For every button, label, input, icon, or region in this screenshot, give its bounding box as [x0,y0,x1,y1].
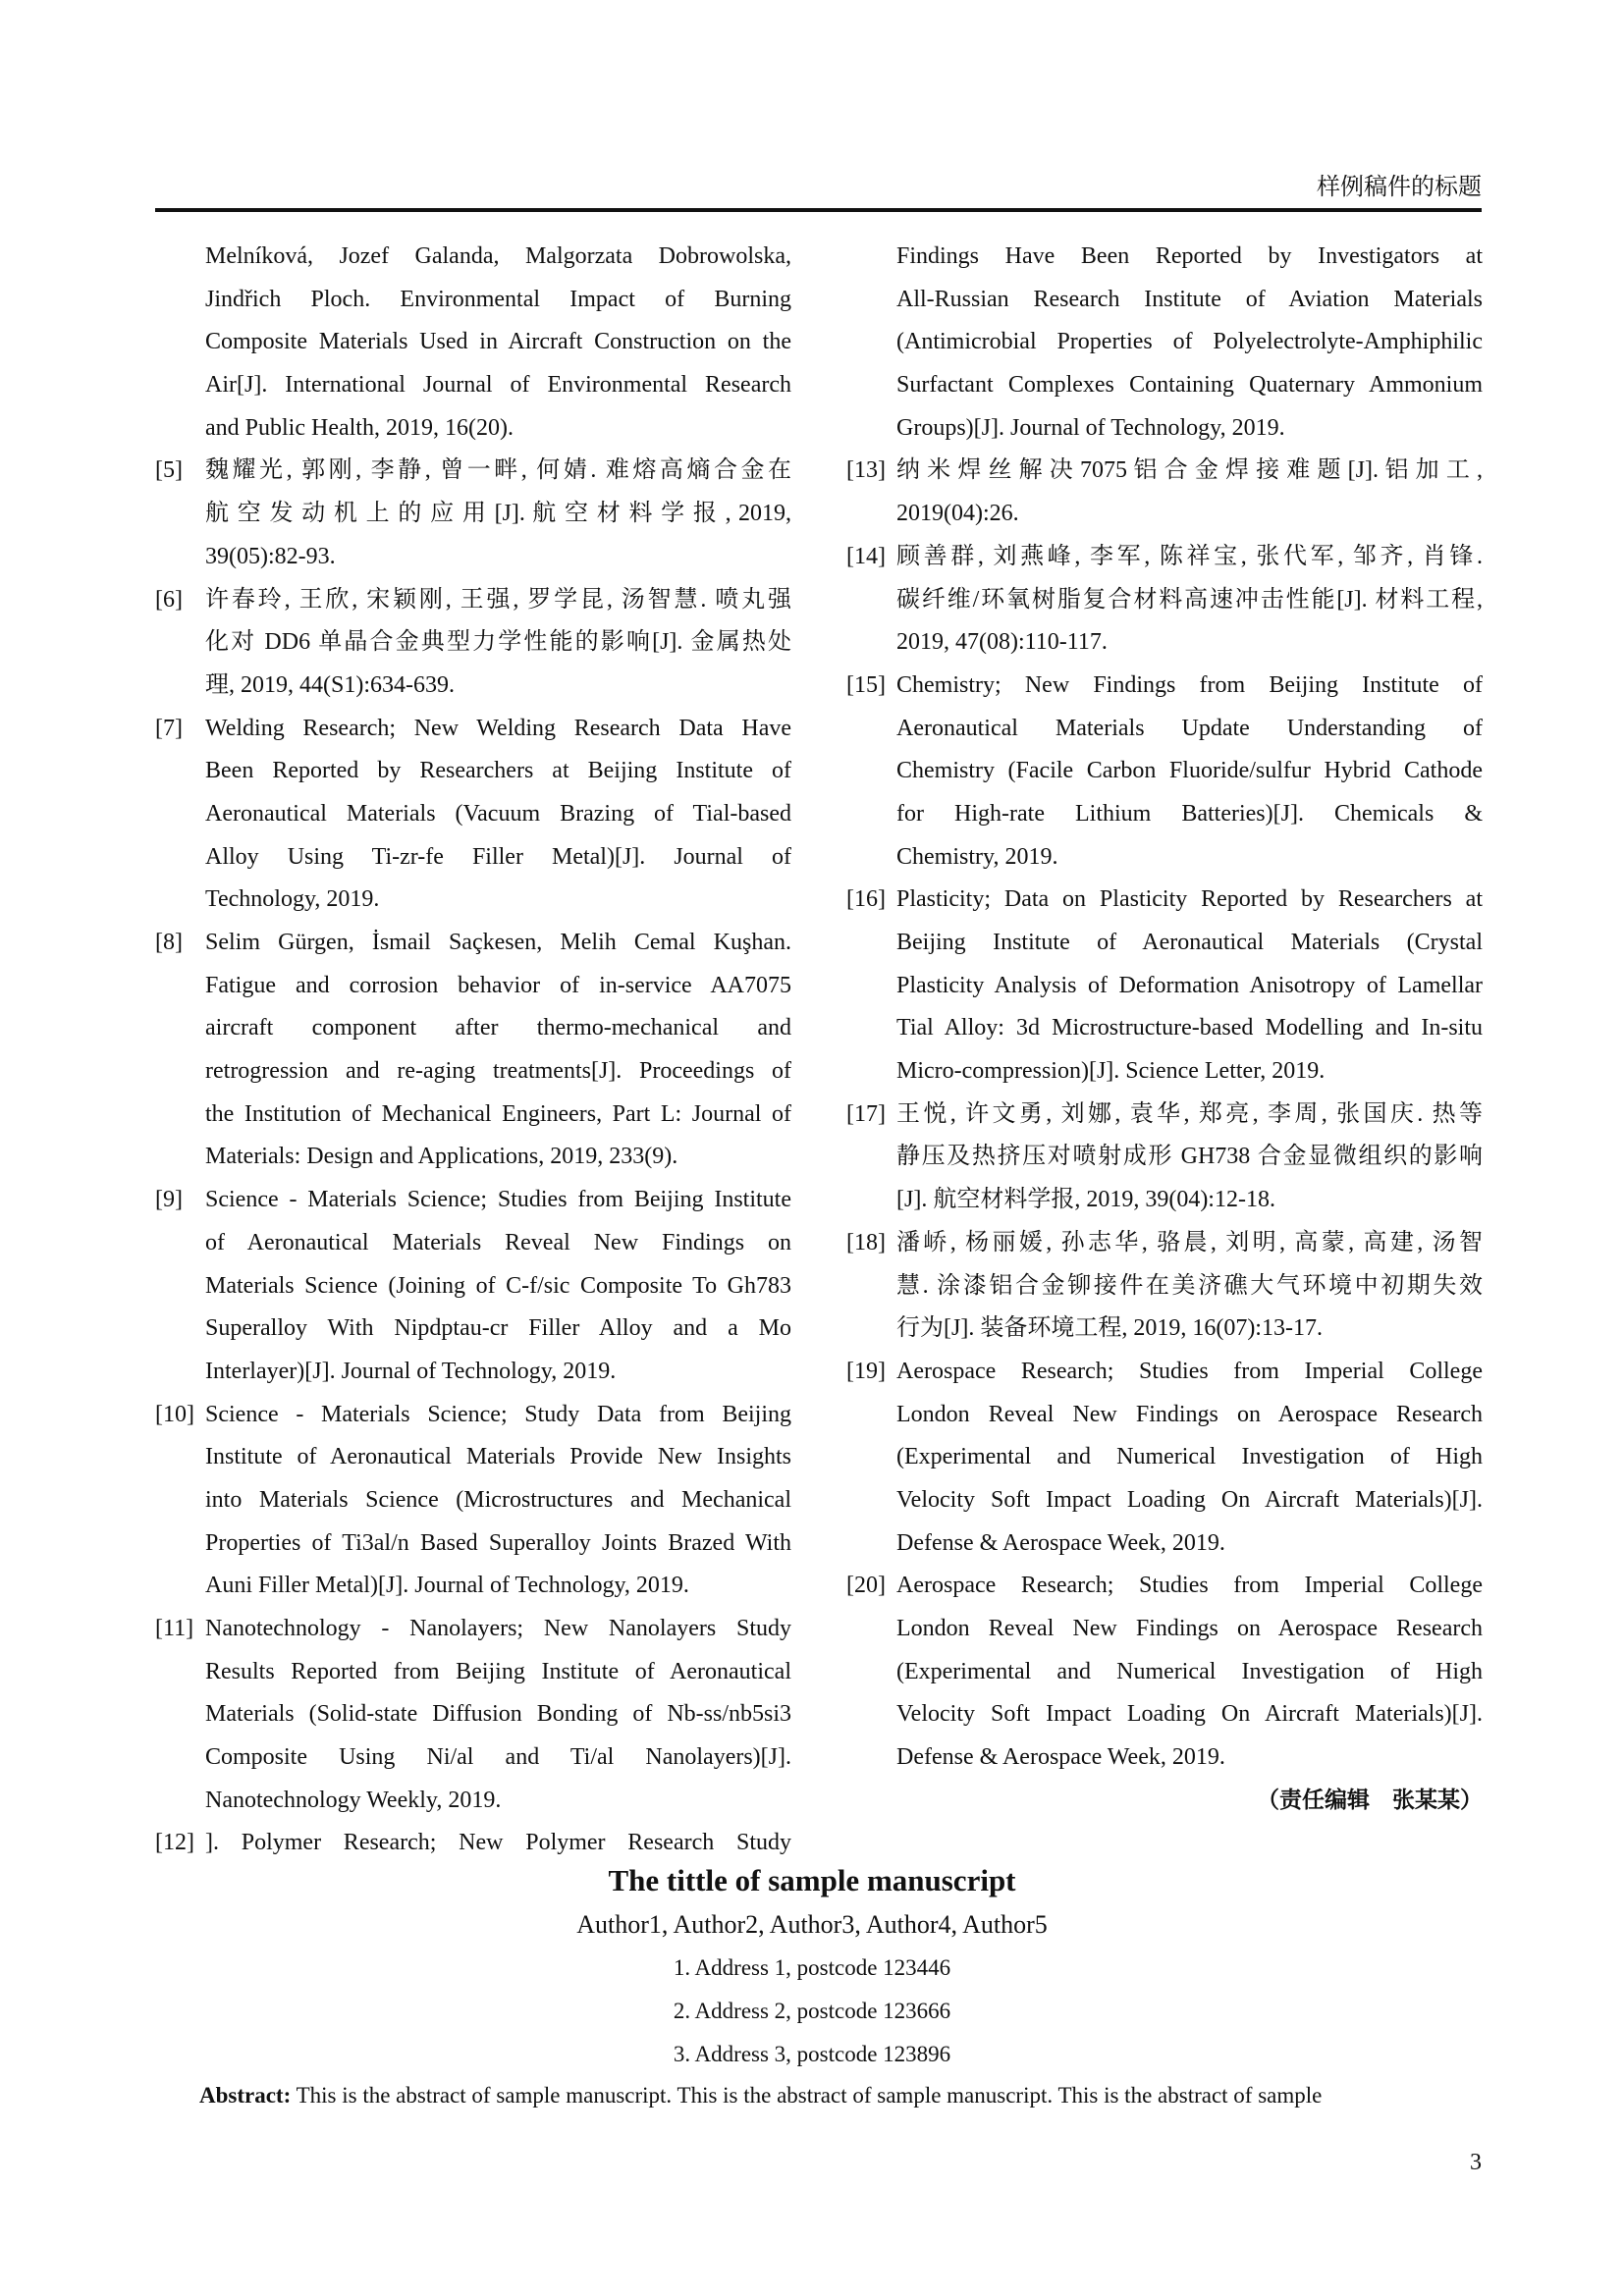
reference-number: [13] [846,457,886,484]
reference-line: and Public Health, 2019, 16(20). [205,414,514,441]
address-1: 1. Address 1, postcode 123446 [673,1955,951,1980]
reference-line: London Reveal New Findings on Aerospace Research [896,1616,1483,1641]
reference-number: [15] [846,671,886,698]
reference-line: Properties of Ti3al/n Based Superalloy Joints Brazed With [205,1529,791,1556]
reference-line: Melníková, Jozef Galanda, Malgorzata Dobrowolska, [205,243,791,269]
reference-item [846,450,1483,535]
english-title: The tittle of sample manuscript [608,1863,1016,1897]
references-right-column [846,236,1483,1822]
reference-number: [20] [846,1573,886,1599]
reference-line: (Experimental and Numerical Investigation of High [896,1444,1483,1470]
reference-line: 39(05):82-93. [205,543,336,569]
abstract [199,2083,1322,2109]
reference-line: Aeronautical Materials Update Understanding of [896,715,1483,741]
reference-line: Materials Science (Joining of C-f/sic Composite To Gh783 [205,1272,791,1299]
reference-line: 许春玲, 王欣, 宋颖刚, 王强, 罗学昆, 汤智慧. 喷丸强 [205,586,791,613]
reference-number: [8] [155,930,183,955]
reference-line: 王悦, 许文勇, 刘娜, 袁华, 郑亮, 李周, 张国庆. 热等 [896,1100,1483,1127]
reference-line: Plasticity; Data on Plasticity Reported by Researchers at [896,886,1483,913]
reference-line: 理, 2019, 44(S1):634-639. [205,671,455,698]
reference-line: London Reveal New Findings on Aerospace Research [896,1401,1483,1427]
reference-number: [6] [155,586,183,613]
page-number: 3 [1470,2150,1482,2175]
reference-item [846,665,1483,879]
reference-line: Alloy Using Ti-zr-fe Filler Metal)[J]. Journal of [205,843,791,870]
reference-number: [11] [155,1616,194,1641]
reference-item [155,708,791,922]
reference-item [846,1565,1483,1779]
reference-line: Materials (Solid-state Diffusion Bonding of Nb-ss/nb5si3 [205,1701,791,1728]
reference-line: 纳 米 焊 丝 解 决 7075 铝 合 金 焊 接 难 题 [J]. 铝 加 工 , [896,457,1483,484]
reference-item [155,1608,791,1822]
reference-line: retrogression and re-aging treatments[J]. Proceedings of [205,1058,791,1085]
reference-line: Welding Research; New Welding Research Data Have [205,715,791,741]
reference-line: [J]. 航空材料学报, 2019, 39(04):12-18. [896,1187,1275,1213]
reference-item [155,450,791,578]
reference-line: Technology, 2019. [205,886,380,913]
running-title: 样例稿件的标题 [1317,175,1482,200]
reference-line: Aerospace Research; Studies from Imperial College [896,1358,1483,1384]
reference-line: Chemistry, 2019. [896,843,1058,870]
reference-line: Defense & Aerospace Week, 2019. [896,1529,1225,1556]
reference-line: Materials: Design and Applications, 2019, 233(9). [205,1144,678,1170]
reference-line: Chemistry; New Findings from Beijing Institute of [896,671,1483,698]
reference-line: 行为[J]. 装备环境工程, 2019, 16(07):13-17. [896,1315,1323,1342]
reference-item [846,1094,1483,1222]
editor-note: （责任编辑 张某某） [1257,1787,1483,1813]
reference-line: Composite Using Ni/al and Ti/al Nanolayers)[J]. [205,1744,791,1771]
reference-line: Defense & Aerospace Week, 2019. [896,1744,1225,1771]
reference-line: Auni Filler Metal)[J]. Journal of Technology, 2019. [205,1573,689,1599]
reference-number: [9] [155,1187,183,1213]
reference-line: Been Reported by Researchers at Beijing Institute of [205,758,791,784]
reference-item [155,236,791,450]
reference-number: [7] [155,715,183,741]
reference-line: 魏耀光, 郭刚, 李静, 曾一畔, 何婧. 难熔高熵合金在 [205,457,791,484]
references-left-column [155,236,791,1865]
reference-line: Chemistry (Facile Carbon Fluoride/sulfur Hybrid Cathode [896,758,1483,784]
reference-line: the Institution of Mechanical Engineers, Part L: Journal of [205,1100,791,1127]
reference-line: Science - Materials Science; Study Data from Beijing [205,1401,791,1427]
reference-line: Surfactant Complexes Containing Quaternary Ammonium [896,372,1483,399]
reference-item [846,879,1483,1093]
reference-item [155,1179,791,1393]
address-2: 2. Address 2, postcode 123666 [673,1999,951,2023]
reference-item [155,579,791,708]
reference-line: 顾善群, 刘燕峰, 李军, 陈祥宝, 张代军, 邹齐, 肖锋. [896,543,1483,569]
reference-line: Findings Have Been Reported by Investigators at [896,243,1483,269]
reference-line: 2019, 47(08):110-117. [896,629,1108,656]
reference-line: Velocity Soft Impact Loading On Aircraft Materials)[J]. [896,1701,1483,1728]
reference-line: 潘峤, 杨丽媛, 孙志华, 骆晨, 刘明, 高蒙, 高建, 汤智 [896,1229,1483,1255]
reference-line: Interlayer)[J]. Journal of Technology, 2019. [205,1358,617,1384]
english-authors: Author1, Author2, Author3, Author4, Author5 [576,1910,1048,1939]
reference-line: Science - Materials Science; Studies from Beijing Institute [205,1187,791,1213]
reference-line: ]. Polymer Research; New Polymer Research Study [205,1830,791,1856]
address-3: 3. Address 3, postcode 123896 [673,2042,951,2066]
reference-item [155,922,791,1179]
reference-item [846,536,1483,665]
reference-line: 航 空 发 动 机 上 的 应 用 [J]. 航 空 材 料 学 报 , 2019, [205,501,791,527]
reference-line: of Aeronautical Materials Reveal New Findings on [205,1229,791,1255]
reference-line: Plasticity Analysis of Deformation Anisotropy of Lamellar [896,972,1483,998]
reference-number: [12] [155,1830,194,1856]
reference-item [846,1222,1483,1351]
reference-number: [16] [846,886,886,913]
header-rule [155,208,1482,212]
reference-line: Beijing Institute of Aeronautical Materials (Crystal [896,930,1483,955]
reference-line: Tial Alloy: 3d Microstructure-based Modelling and In-situ [896,1015,1483,1041]
reference-line: Aerospace Research; Studies from Imperial College [896,1573,1483,1599]
reference-line: Air[J]. International Journal of Environmental Research [205,372,791,399]
reference-line: Fatigue and corrosion behavior of in-service AA7075 [205,972,791,998]
reference-item [846,236,1483,450]
reference-line: Jindřich Ploch. Environmental Impact of Burning [205,286,791,312]
reference-number: [18] [846,1229,886,1255]
reference-line: aircraft component after thermo-mechanical and [205,1015,791,1041]
reference-number: [5] [155,457,183,484]
reference-line: 慧. 涂漆铝合金铆接件在美济礁大气环境中初期失效 [896,1272,1483,1299]
reference-line: for High-rate Lithium Batteries)[J]. Chemicals & [896,800,1483,827]
reference-line: into Materials Science (Microstructures and Mechanical [205,1486,791,1513]
reference-line: Micro-compression)[J]. Science Letter, 2019. [896,1058,1326,1085]
reference-line: (Antimicrobial Properties of Polyelectrolyte-Amphiphilic [896,329,1483,355]
reference-line: Groups)[J]. Journal of Technology, 2019. [896,414,1285,441]
reference-number: [14] [846,543,886,569]
reference-number: [17] [846,1100,886,1127]
reference-line: All-Russian Research Institute of Aviation Materials [896,286,1483,312]
reference-line: (Experimental and Numerical Investigation of High [896,1658,1483,1684]
reference-item [846,1351,1483,1565]
reference-line: Velocity Soft Impact Loading On Aircraft Materials)[J]. [896,1486,1483,1513]
reference-line: 化对 DD6 单晶合金典型力学性能的影响[J]. 金属热处 [205,629,791,656]
reference-line: Institute of Aeronautical Materials Provide New Insights [205,1444,791,1470]
reference-number: [10] [155,1401,194,1427]
reference-item [155,1394,791,1608]
reference-line: 静压及热挤压对喷射成形 GH738 合金显微组织的影响 [896,1144,1483,1170]
abstract-text: This is the abstract of sample manuscript. This is the abstract of sample manuscript. This is the abstract of sample [291,2083,1323,2108]
reference-item [155,1822,791,1865]
reference-line: Selim Gürgen, İsmail Saçkesen, Melih Cemal Kuşhan. [205,930,791,955]
abstract-label: Abstract: [199,2083,292,2108]
reference-line: Superalloy With Nipdptau-cr Filler Alloy and a Mo [205,1315,791,1342]
reference-line: Results Reported from Beijing Institute of Aeronautical [205,1658,791,1684]
reference-number: [19] [846,1358,886,1384]
reference-line: Composite Materials Used in Aircraft Construction on the [205,329,791,355]
reference-line: Nanotechnology Weekly, 2019. [205,1787,502,1813]
reference-line: 2019(04):26. [896,501,1019,527]
reference-line: Nanotechnology - Nanolayers; New Nanolayers Study [205,1616,791,1641]
reference-line: Aeronautical Materials (Vacuum Brazing of Tial-based [205,800,791,827]
reference-line: 碳纤维/环氧树脂复合材料高速冲击性能[J]. 材料工程, [896,586,1483,613]
